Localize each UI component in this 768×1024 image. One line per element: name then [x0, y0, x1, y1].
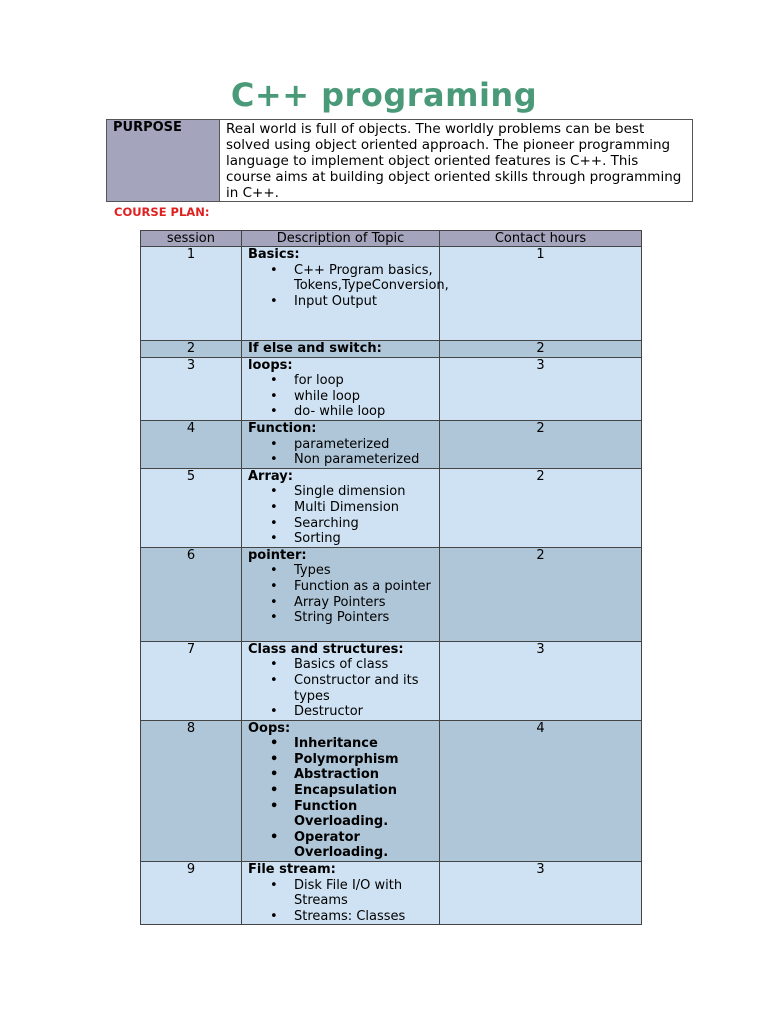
session-number: 6 [141, 547, 242, 641]
table-row [141, 341, 642, 358]
list-item: • Disk File I/O with Streams [270, 878, 435, 909]
topic-cell [242, 468, 440, 547]
purpose-label: PURPOSE [107, 120, 220, 201]
topic-title: File stream: [248, 862, 336, 878]
list-item: • Destructor [270, 704, 435, 720]
list-item: • Constructor and its types [270, 673, 435, 704]
topic-title: Class and structures: [248, 641, 404, 657]
table-row [141, 547, 642, 641]
contact-hours: 3 [440, 357, 642, 420]
list-item: • do- while loop [270, 404, 435, 420]
session-number: 5 [141, 468, 242, 547]
list-item: • C++ Program basics, Tokens,TypeConversion, [270, 263, 435, 294]
table-row [141, 720, 642, 861]
topic-title: Oops: [248, 720, 291, 736]
list-item: • Searching [270, 516, 435, 532]
list-item: • Input Output [270, 294, 435, 310]
topic-list [242, 484, 439, 546]
purpose-box [106, 119, 693, 202]
list-item: • Function Overloading. [270, 799, 435, 830]
course-plan-table [140, 230, 642, 925]
topic-cell [242, 341, 440, 358]
list-item: • Operator Overloading. [270, 830, 435, 861]
topic-list [242, 657, 439, 719]
topic-list [242, 437, 439, 468]
list-item: • Sorting [270, 531, 435, 547]
list-item: • Encapsulation [270, 783, 435, 799]
list-item: • Types [270, 563, 435, 579]
table-row [141, 247, 642, 341]
course-plan-label: COURSE PLAN: [114, 205, 210, 219]
topic-cell [242, 547, 440, 641]
contact-hours: 2 [440, 547, 642, 641]
session-number: 4 [141, 420, 242, 468]
list-item: • Function as a pointer [270, 579, 435, 595]
contact-hours: 1 [440, 247, 642, 341]
list-item: • Single dimension [270, 484, 435, 500]
topic-cell [242, 357, 440, 420]
topic-cell [242, 641, 440, 720]
session-number: 1 [141, 247, 242, 341]
topic-title: If else and switch: [248, 341, 382, 356]
session-number: 3 [141, 357, 242, 420]
session-number: 8 [141, 720, 242, 861]
topic-cell [242, 247, 449, 341]
list-item: • for loop [270, 373, 435, 389]
topic-list [242, 736, 439, 861]
topic-cell [242, 720, 440, 861]
header-session: session [141, 231, 242, 247]
list-item: • Streams: Classes [270, 909, 435, 925]
topic-list [242, 563, 439, 625]
list-item: • Multi Dimension [270, 500, 435, 516]
contact-hours: 4 [440, 720, 642, 861]
header-description: Description of Topic [242, 231, 440, 247]
list-item: • Polymorphism [270, 752, 435, 768]
session-number: 9 [141, 862, 242, 925]
list-item: • while loop [270, 389, 435, 405]
header-contact-hours: Contact hours [440, 231, 642, 247]
topic-title: loops: [248, 357, 293, 373]
contact-hours: 2 [440, 341, 642, 358]
list-item: • String Pointers [270, 610, 435, 626]
session-number: 2 [141, 341, 242, 358]
table-header-row [141, 231, 642, 247]
table-row [141, 641, 642, 720]
topic-list [242, 373, 439, 420]
topic-title: Function: [248, 420, 317, 436]
list-item: • Basics of class [270, 657, 435, 673]
topic-cell [242, 862, 440, 925]
topic-title: Basics: [248, 247, 300, 262]
table-row [141, 357, 642, 420]
topic-title: Array: [248, 468, 293, 484]
list-item: • parameterized [270, 437, 435, 453]
topic-list [242, 878, 439, 925]
table-row [141, 420, 642, 468]
table-row [141, 862, 642, 925]
list-item: • Non parameterized [270, 452, 435, 468]
purpose-text: Real world is full of objects. The worldly problems can be best solved using object oriented approach. The pioneer programming language to implement object oriented features is C++. This course aims at building object oriented skills through programming in C++. [226, 121, 682, 201]
list-item: • Inheritance [270, 736, 435, 752]
topic-title: pointer: [248, 547, 307, 563]
contact-hours: 2 [440, 468, 642, 547]
contact-hours: 3 [440, 862, 642, 925]
session-number: 7 [141, 641, 242, 720]
contact-hours: 3 [440, 641, 642, 720]
list-item: • Array Pointers [270, 595, 435, 611]
table-row [141, 468, 642, 547]
topic-cell [242, 420, 440, 468]
contact-hours: 2 [440, 420, 642, 468]
page-title: C++ programing [230, 76, 538, 114]
topic-list [242, 262, 449, 310]
list-item: • Abstraction [270, 767, 435, 783]
